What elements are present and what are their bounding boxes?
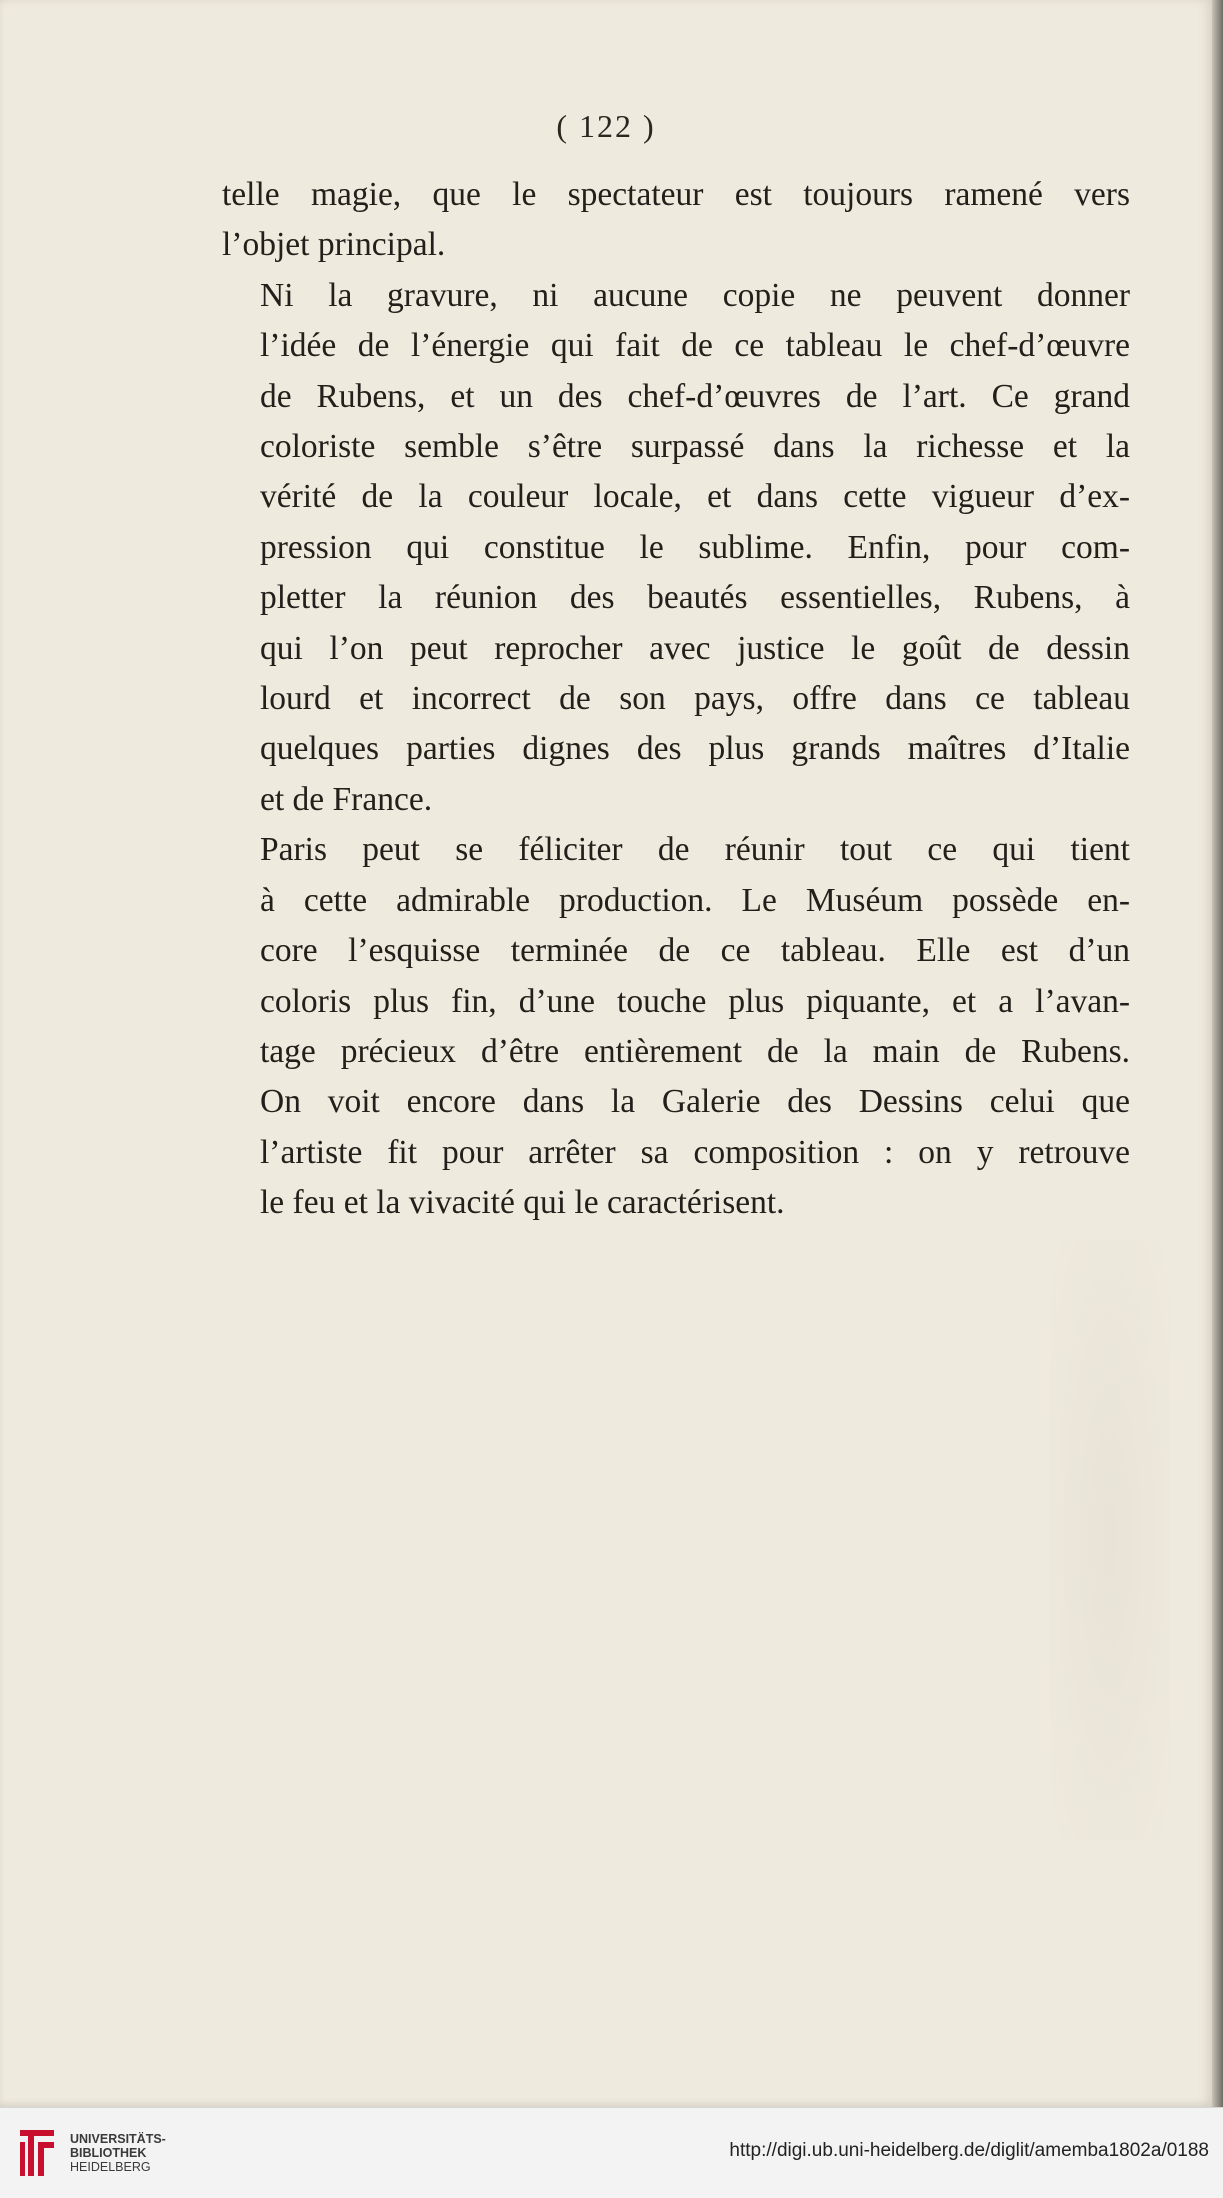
page-edge-shadow bbox=[1212, 0, 1223, 2107]
text-line: et de France. bbox=[260, 780, 433, 818]
body-text bbox=[222, 170, 1130, 1229]
text-line: le feu et la vivacité qui le caractérisent. bbox=[260, 1184, 785, 1222]
text-line: tage précieux d’être entièrement de la main de Rubens. bbox=[260, 1032, 1130, 1070]
text-line: lourd et incorrect de son pays, offre dans ce tableau bbox=[260, 680, 1130, 718]
text-line: coloris plus fin, d’une touche plus piquante, et a l’avan- bbox=[260, 982, 1130, 1020]
text-line: qui l’on peut reprocher avec justice le goût de dessin bbox=[260, 629, 1130, 667]
logo-line: UNIVERSITÄTS- bbox=[70, 2132, 166, 2146]
text-line: coloriste semble s’être surpassé dans la richesse et la bbox=[260, 428, 1130, 466]
logo-line: BIBLIOTHEK bbox=[70, 2146, 147, 2160]
text-line: de Rubens, et un des chef-d’œuvres de l’art. Ce grand bbox=[260, 377, 1130, 415]
university-logo-text bbox=[70, 2132, 166, 2174]
text-line: Paris peut se féliciter de réunir tout ce qui tient bbox=[260, 831, 1130, 869]
text-line: quelques parties dignes des plus grands maîtres d’Italie bbox=[260, 730, 1130, 768]
paragraph-1 bbox=[222, 170, 1130, 271]
viewer-footer bbox=[0, 2107, 1223, 2198]
text-line: core l’esquisse terminée de ce tableau. Elle est d’un bbox=[260, 932, 1130, 970]
text-line: Ni la gravure, ni aucune copie ne peuvent donner bbox=[260, 276, 1130, 314]
text-line: vérité de la couleur locale, et dans cette vigueur d’ex- bbox=[260, 478, 1130, 516]
show-through-texture bbox=[1050, 1240, 1170, 1840]
paragraph-3 bbox=[222, 825, 1130, 1228]
paragraph-2 bbox=[222, 271, 1130, 825]
logo-line: HEIDELBERG bbox=[70, 2160, 151, 2174]
text-line: l’idée de l’énergie qui fait de ce tableau le chef-d’œuvre bbox=[260, 327, 1130, 365]
permalink-url[interactable]: http://digi.ub.uni-heidelberg.de/diglit/amemba1802a/0188 bbox=[729, 2140, 1209, 2161]
text-line: l’artiste fit pour arrêter sa composition : on y retrouve bbox=[260, 1133, 1130, 1171]
text-line: pression qui constitue le sublime. Enfin, pour com- bbox=[260, 528, 1130, 566]
text-line: telle magie, que le spectateur est toujours ramené vers bbox=[222, 176, 1130, 213]
text-line: l’objet principal. bbox=[222, 226, 446, 264]
page-number: ( 122 ) bbox=[556, 108, 656, 144]
text-line: On voit encore dans la Galerie des Dessins celui que bbox=[260, 1083, 1130, 1121]
text-line: pletter la réunion des beautés essentielles, Rubens, à bbox=[260, 579, 1130, 617]
university-logo-icon bbox=[14, 2124, 60, 2182]
text-line: à cette admirable production. Le Muséum possède en- bbox=[260, 881, 1130, 919]
